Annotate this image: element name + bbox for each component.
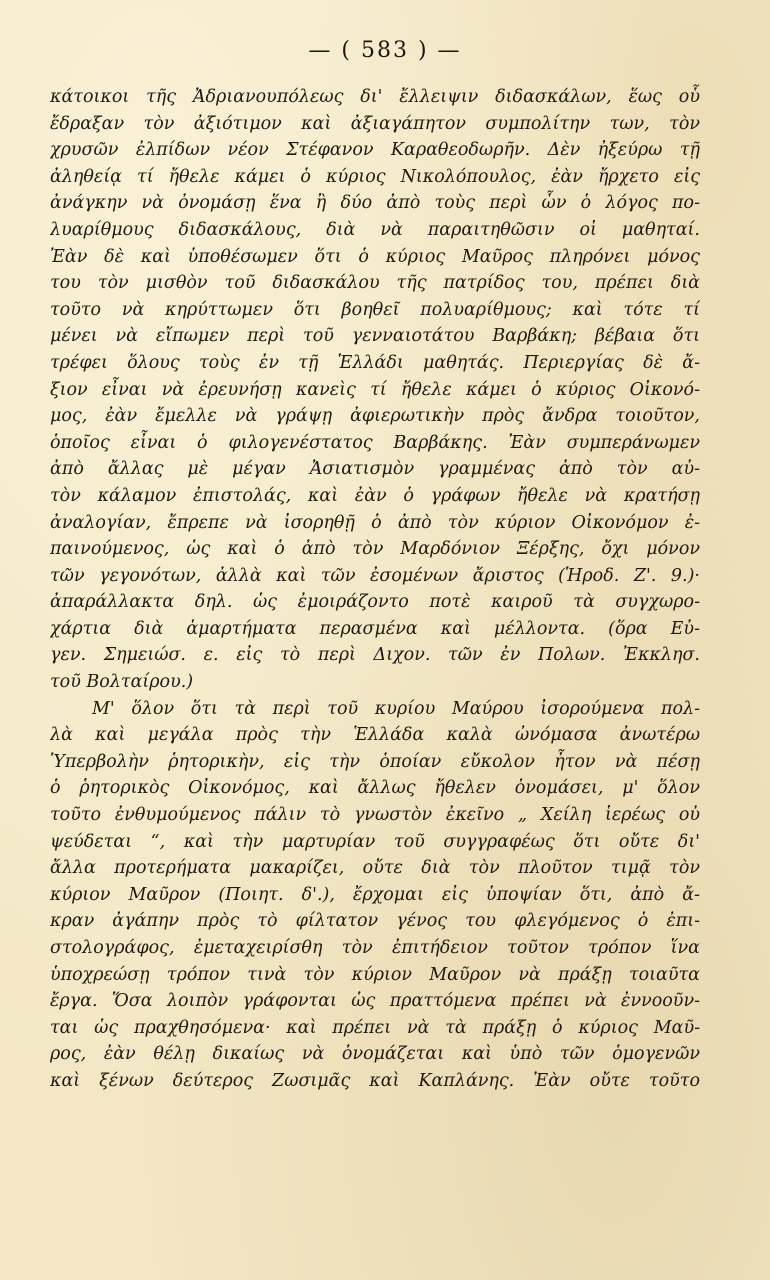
text-line: κάτοικοι τῆς Ἀδριανουπόλεως δι' ἔλλειψιν διδασκάλων, ἕως οὗ	[50, 87, 700, 107]
text-line: καὶ ξένων δεύτερος Ζωσιμᾶς καὶ Καπλάνης. Ἐὰν οὔτε τοῦτο	[50, 1070, 700, 1091]
text-line: ὑποχρεώσῃ τρόπον τινὰ τὸν κύριον Μαῦρον νὰ πράξῃ τοιαῦτα	[50, 964, 700, 985]
text-line: χάρτια διὰ ἁμαρτήματα περασμένα καὶ μέλλοντα. (ὅρα Εὐ-	[50, 618, 700, 639]
text-line: κύριον Μαῦρον (Ποιητ. δ'.), ἔρχομαι εἰς ὑποψίαν ὅτι, ἀπὸ ἄ-	[50, 884, 700, 905]
text-line: ἄλλα προτερήματα μακαρίζει, οὔτε διὰ τὸν πλοῦτον τιμᾷ τὸν	[50, 858, 700, 879]
text-line: ὁποῖος εἶναι ὁ φιλογενέστατος Βαρβάκης. Ἐὰν συμπεράνωμεν	[50, 432, 700, 453]
text-line: τοῦτο ἐνθυμούμενος πάλιν τὸ γνωστὸν ἐκεῖνο „ Χείλη ἱερέως οὐ	[50, 805, 700, 826]
text-line: γεν. Σημειώσ. ε. εἰς τὸ περὶ Διχον. τῶν ἐν Πολων. Ἐκκλησ.	[50, 645, 700, 666]
text-line: μένει νὰ εἴπωμεν περὶ τοῦ γενναιοτάτου Βαρβάκη; βέβαια ὅτι	[50, 326, 700, 347]
text-line: παινούμενος, ὡς καὶ ὁ ἀπὸ τὸν Μαρδόνιον Ξέρξης, ὄχι μόνον	[50, 539, 700, 560]
text-line: ἀπαράλλακτα δηλ. ὡς ἐμοιράζοντο ποτὲ καιροῦ τὰ συγχωρο-	[50, 592, 700, 613]
text-line: στολογράφος, ἐμεταχειρίσθη τὸν ἐπιτήδειον τοῦτον τρόπον ἵνα	[50, 938, 700, 958]
text-line: τῶν γεγονότων, ἀλλὰ καὶ τῶν ἐσομένων ἄριστος (Ἡροδ. Ζ'. 9.)·	[50, 565, 700, 586]
text-line: ἀνάγκην νὰ ὀνομάσῃ ἕνα ἢ δύο ἀπὸ τοὺς περὶ ὧν ὁ λόγος πο-	[50, 193, 700, 214]
text-line: ἔργα. Ὅσα λοιπὸν γράφονται ὡς πραττόμενα πρέπει νὰ ἐννοοῦν-	[50, 991, 700, 1012]
text-line: ἀληθείᾳ τί ἤθελε κάμει ὁ κύριος Νικολόπουλος, ἐὰν ἤρχετο εἰς	[50, 166, 700, 187]
text-line: τὸν κάλαμον ἐπιστολάς, καὶ ἐὰν ὁ γράφων ἤθελε νὰ κρατήσῃ	[50, 485, 700, 506]
text-line: τοῦ Βολταίρου.)	[50, 672, 194, 693]
text-line: ἀναλογίαν, ἔπρεπε νὰ ἰσορηθῇ ὁ ἀπὸ τὸν κύριον Οἰκονόμον ἐ-	[50, 512, 700, 533]
text-line: λὰ καὶ μεγάλα πρὸς τὴν Ἑλλάδα καλὰ ὠνόμασα ἀνωτέρω	[50, 725, 700, 746]
text-line: μος, ἐὰν ἔμελλε νὰ γράψῃ ἀφιερωτικὴν πρὸς ἄνδρα τοιοῦτον,	[50, 406, 700, 427]
text-line: Ἐὰν δὲ καὶ ὑποθέσωμεν ὅτι ὁ κύριος Μαῦρος πληρόνει μόνος	[50, 246, 700, 267]
text-line: ξιον εἶναι νὰ ἐρευνήσῃ κανεὶς τί ἤθελε κάμει ὁ κύριος Οἰκονό-	[50, 379, 700, 400]
page-number-header: — ( 583 ) —	[308, 38, 462, 63]
text-line: χρυσῶν ἐλπίδων νέον Στέφανον Καραθεοδωρῆν. Δὲν ἠξεύρω τῇ	[50, 140, 700, 161]
text-line: λυαρίθμους διδασκάλους, διὰ νὰ παραιτηθῶσιν οἱ μαθηταί.	[50, 219, 700, 240]
paragraph-start-line: Μ' ὅλον ὅτι τὰ περὶ τοῦ κυρίου Μαύρου ἰσορούμενα πολ-	[92, 698, 700, 719]
text-line: ὁ ῥητορικὸς Οἰκονόμος, καὶ ἄλλως ἤθελεν ὀνομάσει, μ' ὅλον	[50, 778, 700, 799]
text-line: του τὸν μισθὸν τοῦ διδασκάλου τῆς πατρίδος του, πρέπει διὰ	[50, 273, 700, 294]
text-line: κραν ἀγάπην πρὸς τὸ φίλτατον γένος του φλεγόμενος ὁ ἐπι-	[50, 911, 700, 932]
text-line: ἔδραξαν τὸν ἀξιότιμον καὶ ἀξιαγάπητον συμπολίτην των, τὸν	[50, 113, 700, 134]
page-body-text	[50, 84, 700, 1095]
text-line: ρος, ἐὰν θέλῃ δικαίως νὰ ὀνομάζεται καὶ ὑπὸ τῶν ὁμογενῶν	[50, 1044, 700, 1065]
text-line: τρέφει ὅλους τοὺς ἐν τῇ Ἑλλάδι μαθητάς. Περιεργίας δὲ ἄ-	[50, 352, 700, 373]
text-line: ται ὡς πραχθησόμενα· καὶ πρέπει νὰ τὰ πράξῃ ὁ κύριος Μαῦ-	[50, 1017, 700, 1038]
text-line: ψεύδεται “, καὶ τὴν μαρτυρίαν τοῦ συγγραφέως ὅτι οὔτε δι'	[50, 831, 700, 852]
text-line: ἀπὸ ἄλλας μὲ μέγαν Ἀσιατισμὸν γραμμένας ἀπὸ τὸν αὐ-	[50, 459, 700, 480]
text-line: Ὑπερβολὴν ῥητορικὴν, εἰς τὴν ὁποίαν εὔκολον ἦτον νὰ πέσῃ	[50, 751, 700, 772]
text-line: τοῦτο νὰ κηρύττωμεν ὅτι βοηθεῖ πολυαρίθμους; καὶ τότε τί	[50, 299, 700, 320]
